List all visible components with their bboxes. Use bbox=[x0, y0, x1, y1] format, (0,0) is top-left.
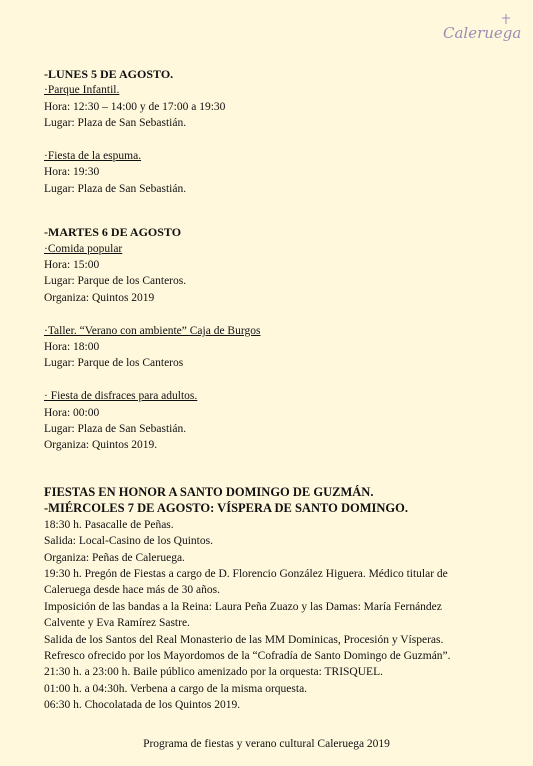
program-line: Salida: Local-Casino de los Quintos. bbox=[44, 535, 213, 548]
page-footer: Programa de fiestas y verano cultural Caleruega 2019 bbox=[143, 738, 390, 750]
event-line: Lugar: Plaza de San Sebastián. bbox=[44, 117, 187, 130]
program-line: Calvente y Eva Ramírez Sastre. bbox=[44, 617, 190, 630]
event-line: Hora: 18:00 bbox=[44, 341, 100, 354]
day-heading-miercoles: -MIÉRCOLES 7 DE AGOSTO: VÍSPERA DE SANTO DOMINGO. bbox=[44, 501, 408, 516]
program-line: Salida de los Santos del Real Monasterio de las MM Dominicas, Procesión y Vísperas. bbox=[44, 633, 444, 646]
program-line: 01:00 h. a 04:30h. Verbena a cargo de la misma orquesta. bbox=[44, 682, 308, 695]
caleruega-logo bbox=[442, 10, 524, 50]
program-content bbox=[44, 66, 484, 714]
event-line: Hora: 15:00 bbox=[44, 259, 100, 272]
event-line: Lugar: Parque de los Canteros. bbox=[44, 275, 187, 288]
logo-text: Caleruega bbox=[443, 24, 522, 42]
event-line: Lugar: Plaza de San Sebastián. bbox=[44, 182, 187, 195]
event-line: Hora: 00:00 bbox=[44, 406, 100, 419]
program-line: Imposición de las bandas a la Reina: Laura Peña Zuazo y las Damas: María Fernández bbox=[44, 600, 442, 613]
event-title: · Fiesta de disfraces para adultos. bbox=[44, 390, 198, 403]
program-line: 19:30 h. Pregón de Fiestas a cargo de D. Florencio González Higuera. Médico titular de bbox=[44, 567, 448, 580]
event-title: ·Taller. “Verano con ambiente” Caja de Burgos bbox=[44, 324, 261, 337]
event-title: ·Comida popular bbox=[44, 242, 123, 255]
event-line: Lugar: Parque de los Canteros bbox=[44, 357, 184, 370]
program-line: Refresco ofrecido por los Mayordomos de la “Cofradía de Santo Domingo de Guzmán”. bbox=[44, 649, 451, 662]
day-heading-lunes: -LUNES 5 DE AGOSTO. bbox=[44, 67, 174, 81]
event-line: Organiza: Quintos 2019. bbox=[44, 439, 158, 452]
program-line: Caleruega desde hace más de 30 años. bbox=[44, 584, 220, 597]
logo-graphic bbox=[442, 10, 524, 50]
fiestas-heading: FIESTAS EN HONOR A SANTO DOMINGO DE GUZMÁN. bbox=[44, 484, 374, 499]
event-line: Hora: 19:30 bbox=[44, 166, 100, 179]
event-title: ·Parque Infantil. bbox=[44, 84, 120, 97]
event-line: Organiza: Quintos 2019 bbox=[44, 291, 155, 304]
event-line: Hora: 12:30 – 14:00 y de 17:00 a 19:30 bbox=[44, 100, 226, 113]
day-heading-martes: -MARTES 6 DE AGOSTO bbox=[44, 225, 182, 240]
program-line: 21:30 h. a 23:00 h. Baile público amenizado por la orquesta: TRISQUEL. bbox=[44, 666, 383, 679]
program-line: Organiza: Peñas de Caleruega. bbox=[44, 551, 185, 564]
event-title: ·Fiesta de la espuma. bbox=[44, 150, 142, 163]
program-line: 18:30 h. Pasacalle de Peñas. bbox=[44, 518, 174, 531]
event-line: Lugar: Plaza de San Sebastián. bbox=[44, 423, 187, 436]
program-line: 06:30 h. Chocolatada de los Quintos 2019. bbox=[44, 699, 241, 712]
